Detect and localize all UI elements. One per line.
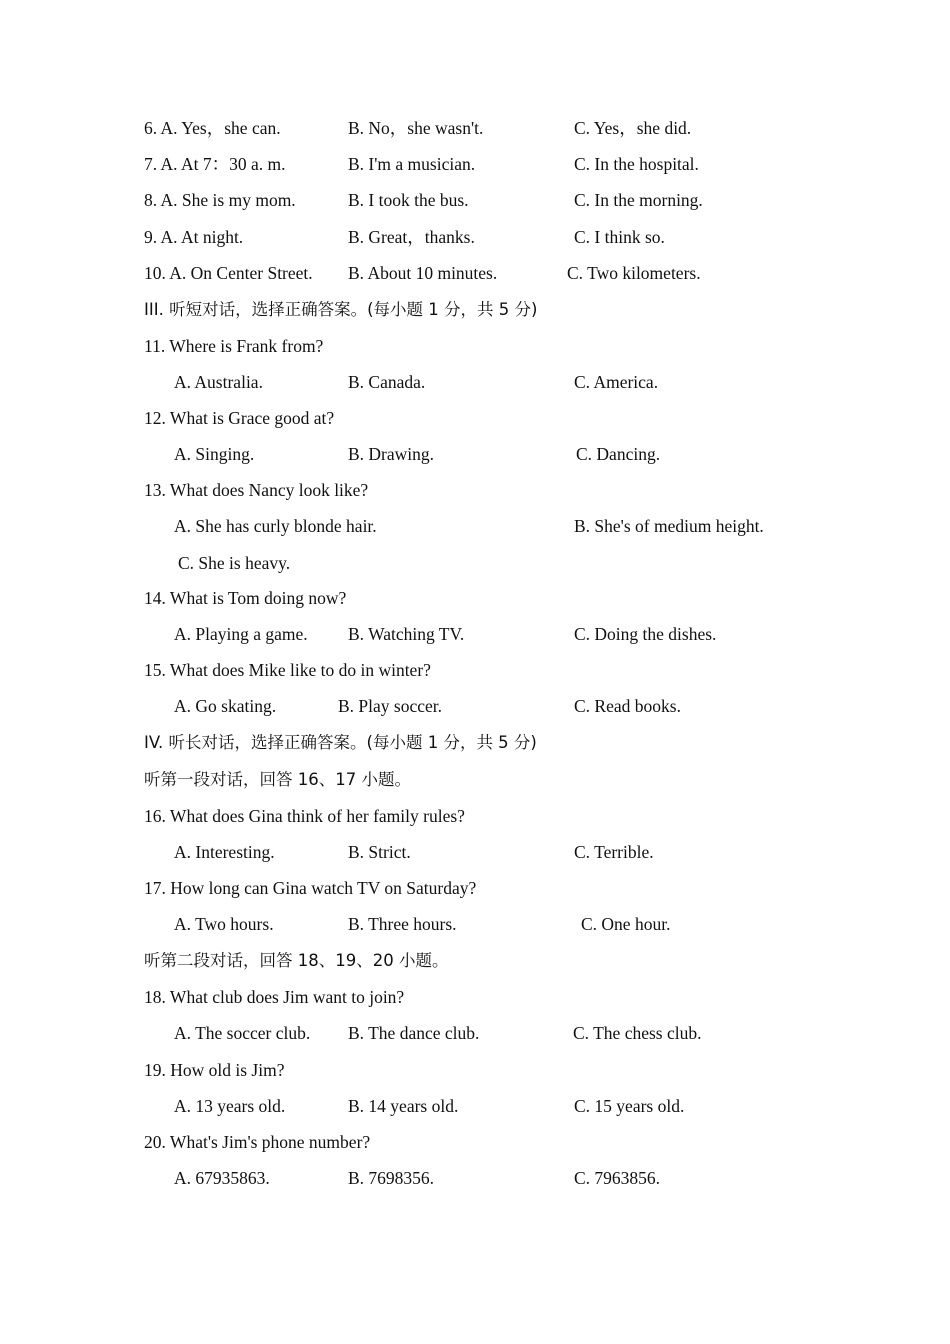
question-16-option-c: C. Terrible. [574,842,654,862]
question-12-option-b: B. Drawing. [348,444,435,464]
question-6-option-b: B. No，she wasn't. [348,118,484,138]
dialog-2-instruction [0,948,950,974]
question-12-stem [0,405,950,431]
question-18-option-c: C. The chess club. [573,1023,702,1043]
question-13-option-b: B. She's of medium height. [574,516,764,536]
question-10 [0,260,950,286]
question-15-option-b: B. Play soccer. [338,696,443,716]
question-7-option-c: C. In the hospital. [574,154,699,174]
question-16-text: 16. What does Gina think of her family rules? [144,806,465,826]
question-15-stem [0,657,950,683]
question-16-stem [0,803,950,829]
question-18-stem [0,984,950,1010]
question-14-options [0,621,950,647]
question-17-option-a: A. Two hours. [174,914,274,934]
question-10-option-c: C. Two kilometers. [567,263,701,283]
section-4-heading-text: IV. 听长对话，选择正确答案。(每小题 1 分，共 5 分) [144,733,537,752]
question-12-option-c: C. Dancing. [576,444,661,464]
question-19-option-b: B. 14 years old. [348,1096,459,1116]
question-19-text: 19. How old is Jim? [144,1060,285,1080]
question-13-option-c: C. She is heavy. [178,553,291,573]
question-16-option-a: A. Interesting. [174,842,275,862]
question-13-stem [0,477,950,503]
question-11-stem [0,333,950,359]
question-8-option-b: B. I took the bus. [348,190,469,210]
question-19-stem [0,1057,950,1083]
question-20-option-b: B. 7698356. [348,1168,435,1188]
question-17-option-c: C. One hour. [581,914,671,934]
question-15-option-a: A. Go skating. [174,696,277,716]
question-20-option-a: A. 67935863. [174,1168,270,1188]
question-8-option-a: 8. A. She is my mom. [144,190,296,210]
question-19-option-a: A. 13 years old. [174,1096,286,1116]
dialog-1-instruction-text: 听第一段对话，回答 16、17 小题。 [144,770,411,789]
question-15-options [0,693,950,719]
question-7 [0,151,950,177]
question-18-options [0,1020,950,1046]
question-11-options [0,369,950,395]
question-8 [0,187,950,213]
question-17-text: 17. How long can Gina watch TV on Saturday? [144,878,477,898]
section-4-heading [0,730,950,756]
question-6-option-a: 6. A. Yes，she can. [144,118,281,138]
question-11-option-a: A. Australia. [174,372,263,392]
question-9 [0,224,950,250]
question-19-option-c: C. 15 years old. [574,1096,685,1116]
question-7-option-a: 7. A. At 7：30 a. m. [144,154,286,174]
question-14-stem [0,585,950,611]
question-15-text: 15. What does Mike like to do in winter? [144,660,431,680]
question-19-options [0,1093,950,1119]
question-12-option-a: A. Singing. [174,444,255,464]
question-6-option-c: C. Yes，she did. [574,118,692,138]
question-11-option-b: B. Canada. [348,372,426,392]
question-13-option-a: A. She has curly blonde hair. [174,516,377,536]
section-3-heading [0,297,950,323]
question-12-text: 12. What is Grace good at? [144,408,335,428]
question-9-option-c: C. I think so. [574,227,665,247]
question-14-option-a: A. Playing a game. [174,624,308,644]
question-17-stem [0,875,950,901]
question-9-option-a: 9. A. At night. [144,227,244,247]
question-16-options [0,839,950,865]
question-14-option-c: C. Doing the dishes. [574,624,717,644]
question-7-option-b: B. I'm a musician. [348,154,476,174]
question-18-text: 18. What club does Jim want to join? [144,987,405,1007]
question-11-text: 11. Where is Frank from? [144,336,324,356]
dialog-1-instruction [0,767,950,793]
question-12-options [0,441,950,467]
question-20-options [0,1165,950,1191]
question-20-text: 20. What's Jim's phone number? [144,1132,371,1152]
question-13-options [0,513,950,539]
question-10-option-a: 10. A. On Center Street. [144,263,313,283]
question-13-options-row2 [0,550,950,576]
question-17-options [0,911,950,937]
question-14-option-b: B. Watching TV. [348,624,465,644]
question-20-option-c: C. 7963856. [574,1168,661,1188]
question-6 [0,115,950,141]
dialog-2-instruction-text: 听第二段对话，回答 18、19、20 小题。 [144,951,449,970]
question-18-option-b: B. The dance club. [348,1023,480,1043]
question-10-option-b: B. About 10 minutes. [348,263,498,283]
question-9-option-b: B. Great，thanks. [348,227,475,247]
section-3-heading-text: III. 听短对话，选择正确答案。(每小题 1 分，共 5 分) [144,300,538,319]
question-20-stem [0,1129,950,1155]
question-14-text: 14. What is Tom doing now? [144,588,347,608]
question-18-option-a: A. The soccer club. [174,1023,311,1043]
question-17-option-b: B. Three hours. [348,914,457,934]
question-16-option-b: B. Strict. [348,842,411,862]
question-15-option-c: C. Read books. [574,696,681,716]
question-13-text: 13. What does Nancy look like? [144,480,369,500]
question-8-option-c: C. In the morning. [574,190,703,210]
question-11-option-c: C. America. [574,372,659,392]
